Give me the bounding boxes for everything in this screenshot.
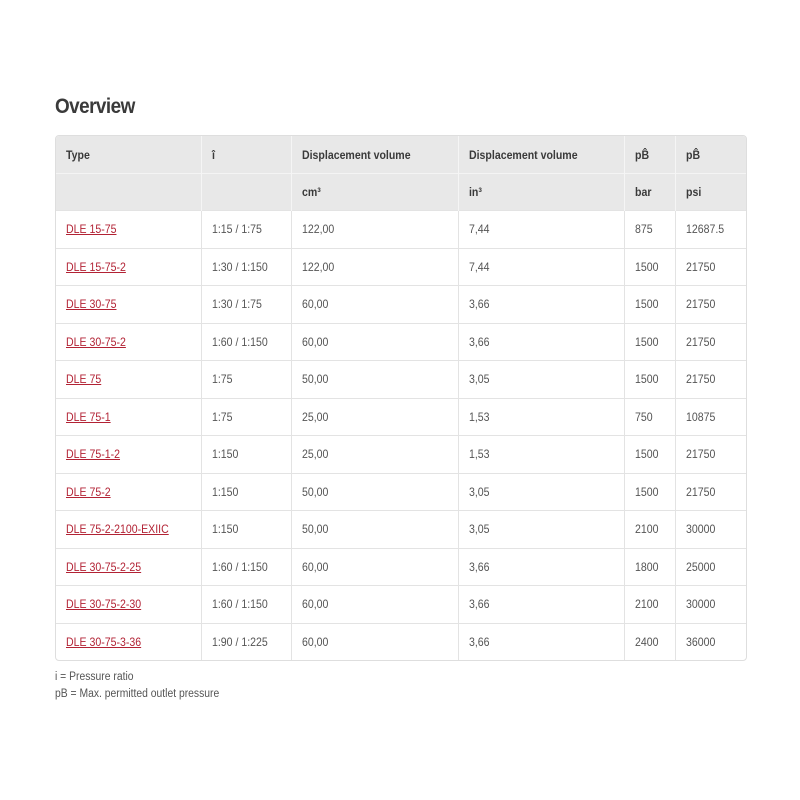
cell-pb-psi	[675, 286, 746, 324]
cell-value: 1:150	[211, 522, 238, 537]
cell-pressure-ratio	[201, 548, 291, 586]
type-link[interactable]: DLE 15-75-2	[66, 259, 126, 274]
cell-value: 1:75	[211, 409, 233, 424]
cell-type	[56, 586, 201, 624]
cell-pb-bar	[624, 511, 675, 549]
cell-displacement-in3	[458, 323, 624, 361]
cell-pressure-ratio	[201, 398, 291, 436]
cell-value: 2100	[634, 522, 658, 537]
cell-displacement-cm3	[291, 548, 458, 586]
cell-type	[56, 398, 201, 436]
table-row	[56, 361, 746, 399]
cell-displacement-in3	[458, 623, 624, 660]
cell-pb-bar	[624, 286, 675, 324]
cell-pb-psi	[675, 586, 746, 624]
cell-value: 7,44	[468, 222, 490, 237]
table-row	[56, 323, 746, 361]
cell-type	[56, 623, 201, 660]
cell-value: 3,05	[468, 522, 490, 537]
cell-displacement-cm3	[291, 361, 458, 399]
cell-pressure-ratio	[201, 623, 291, 660]
cell-value: 60,00	[301, 634, 328, 649]
cell-displacement-cm3	[291, 473, 458, 511]
table-row	[56, 248, 746, 286]
type-link[interactable]: DLE 75-1	[66, 409, 111, 424]
cell-value: 122,00	[301, 259, 334, 274]
cell-type	[56, 286, 201, 324]
cell-pressure-ratio	[201, 436, 291, 474]
table-row	[56, 511, 746, 549]
cell-value: 3,66	[468, 634, 490, 649]
unit-cm3: cm³	[291, 174, 458, 211]
cell-displacement-in3	[458, 511, 624, 549]
cell-value: 1:150	[211, 447, 238, 462]
cell-value: 1500	[634, 484, 658, 499]
cell-displacement-cm3	[291, 586, 458, 624]
cell-displacement-in3	[458, 586, 624, 624]
cell-value: 3,05	[468, 372, 490, 387]
cell-value: 1:15 / 1:75	[211, 222, 262, 237]
cell-displacement-cm3	[291, 323, 458, 361]
cell-displacement-cm3	[291, 248, 458, 286]
page-title: Overview	[55, 95, 135, 118]
legend	[55, 669, 238, 703]
cell-pb-psi	[675, 398, 746, 436]
cell-value: 1:30 / 1:150	[211, 259, 268, 274]
cell-value: 30000	[685, 522, 715, 537]
cell-value: 25,00	[301, 447, 328, 462]
cell-pb-psi	[675, 511, 746, 549]
cell-pressure-ratio	[201, 323, 291, 361]
cell-displacement-in3	[458, 248, 624, 286]
table-row	[56, 211, 746, 249]
table-header	[56, 136, 746, 211]
type-link[interactable]: DLE 75-2	[66, 484, 111, 499]
table-row	[56, 286, 746, 324]
cell-pb-bar	[624, 361, 675, 399]
cell-displacement-in3	[458, 548, 624, 586]
header-displacement-in3: Displacement volume	[458, 136, 624, 174]
cell-pressure-ratio	[201, 286, 291, 324]
type-link[interactable]: DLE 30-75-2-30	[66, 597, 142, 612]
overview-table-container	[55, 135, 747, 661]
cell-value: 1800	[634, 559, 658, 574]
cell-value: 21750	[685, 259, 715, 274]
cell-displacement-cm3	[291, 211, 458, 249]
cell-value: 21750	[685, 447, 715, 462]
cell-value: 60,00	[301, 597, 328, 612]
cell-pb-bar	[624, 548, 675, 586]
cell-pb-bar	[624, 398, 675, 436]
cell-pb-psi	[675, 323, 746, 361]
table-row	[56, 436, 746, 474]
header-pb-bar: pB̂	[624, 136, 675, 174]
type-link[interactable]: DLE 30-75	[66, 297, 117, 312]
cell-pressure-ratio	[201, 248, 291, 286]
cell-pb-bar	[624, 211, 675, 249]
cell-value: 1:90 / 1:225	[211, 634, 268, 649]
cell-displacement-cm3	[291, 511, 458, 549]
cell-value: 3,05	[468, 484, 490, 499]
cell-value: 10875	[685, 409, 715, 424]
cell-type	[56, 436, 201, 474]
table-row	[56, 473, 746, 511]
cell-pb-bar	[624, 436, 675, 474]
cell-value: 1500	[634, 372, 658, 387]
cell-value: 21750	[685, 372, 715, 387]
cell-value: 60,00	[301, 559, 328, 574]
unit-row	[56, 174, 746, 211]
legend-outlet-pressure: pB = Max. permitted outlet pressure	[55, 688, 220, 700]
cell-pb-bar	[624, 586, 675, 624]
cell-value: 21750	[685, 334, 715, 349]
cell-displacement-in3	[458, 361, 624, 399]
cell-pb-psi	[675, 473, 746, 511]
header-displacement-cm3: Displacement volume	[291, 136, 458, 174]
header-pressure-ratio: î	[201, 136, 291, 174]
cell-type	[56, 361, 201, 399]
cell-value: 21750	[685, 297, 715, 312]
cell-value: 1500	[634, 259, 658, 274]
cell-pb-bar	[624, 473, 675, 511]
cell-value: 1:150	[211, 484, 238, 499]
cell-pb-psi	[675, 211, 746, 249]
cell-displacement-cm3	[291, 623, 458, 660]
unit-bar: bar	[624, 174, 675, 211]
cell-pb-psi	[675, 361, 746, 399]
cell-displacement-in3	[458, 211, 624, 249]
cell-value: 25000	[685, 559, 715, 574]
cell-value: 7,44	[468, 259, 490, 274]
cell-displacement-cm3	[291, 398, 458, 436]
cell-pressure-ratio	[201, 586, 291, 624]
cell-value: 21750	[685, 484, 715, 499]
table-row	[56, 586, 746, 624]
cell-value: 1:60 / 1:150	[211, 559, 268, 574]
table-row	[56, 623, 746, 660]
cell-value: 30000	[685, 597, 715, 612]
cell-value: 36000	[685, 634, 715, 649]
cell-value: 122,00	[301, 222, 334, 237]
cell-displacement-cm3	[291, 286, 458, 324]
unit-type	[56, 174, 201, 211]
table-row	[56, 548, 746, 586]
cell-value: 3,66	[468, 334, 490, 349]
cell-value: 1,53	[468, 447, 490, 462]
cell-value: 50,00	[301, 522, 328, 537]
table-body	[56, 211, 746, 661]
cell-value: 1:30 / 1:75	[211, 297, 262, 312]
legend-pressure-ratio: i = Pressure ratio	[55, 671, 134, 683]
cell-value: 50,00	[301, 484, 328, 499]
cell-value: 1500	[634, 447, 658, 462]
cell-value: 750	[634, 409, 653, 424]
cell-value: 1:60 / 1:150	[211, 334, 268, 349]
cell-value: 3,66	[468, 597, 490, 612]
cell-value: 50,00	[301, 372, 328, 387]
unit-pressure-ratio	[201, 174, 291, 211]
unit-psi: psi	[675, 174, 746, 211]
header-row	[56, 136, 746, 174]
cell-pb-psi	[675, 436, 746, 474]
cell-pressure-ratio	[201, 211, 291, 249]
header-pb-psi: pB̂	[685, 147, 700, 162]
type-link[interactable]: DLE 30-75-2	[66, 334, 126, 349]
cell-displacement-in3	[458, 473, 624, 511]
header-type: Type	[56, 136, 201, 174]
cell-value: 2400	[634, 634, 658, 649]
type-link[interactable]: DLE 30-75-3-36	[66, 634, 142, 649]
cell-type	[56, 511, 201, 549]
cell-value: 1500	[634, 297, 658, 312]
overview-table	[56, 136, 746, 660]
type-link[interactable]: DLE 75	[66, 372, 102, 387]
cell-value: 2100	[634, 597, 658, 612]
table-row	[56, 398, 746, 436]
cell-pb-psi	[675, 548, 746, 586]
type-link[interactable]: DLE 15-75	[66, 222, 117, 237]
cell-value: 875	[634, 222, 653, 237]
unit-in3: in³	[458, 174, 624, 211]
cell-value: 1:75	[211, 372, 233, 387]
cell-value: 60,00	[301, 334, 328, 349]
cell-value: 3,66	[468, 559, 490, 574]
cell-pb-psi	[675, 248, 746, 286]
cell-pb-bar	[624, 323, 675, 361]
cell-value: 3,66	[468, 297, 490, 312]
cell-type	[56, 211, 201, 249]
cell-pb-bar	[624, 623, 675, 660]
cell-pb-psi	[675, 623, 746, 660]
type-link[interactable]: DLE 75-1-2	[66, 447, 121, 462]
cell-type	[56, 323, 201, 361]
cell-pressure-ratio	[201, 473, 291, 511]
cell-displacement-in3	[458, 286, 624, 324]
cell-displacement-in3	[458, 398, 624, 436]
cell-displacement-cm3	[291, 436, 458, 474]
cell-type	[56, 548, 201, 586]
cell-value: 25,00	[301, 409, 328, 424]
cell-value: 60,00	[301, 297, 328, 312]
type-link[interactable]: DLE 30-75-2-25	[66, 559, 142, 574]
cell-value: 1500	[634, 334, 658, 349]
cell-pressure-ratio	[201, 361, 291, 399]
cell-type	[56, 473, 201, 511]
cell-value: 1:60 / 1:150	[211, 597, 268, 612]
cell-value: 12687.5	[685, 222, 724, 237]
cell-value: 1,53	[468, 409, 490, 424]
type-link[interactable]: DLE 75-2-2100-EXIIC	[66, 522, 169, 537]
cell-displacement-in3	[458, 436, 624, 474]
cell-pb-bar	[624, 248, 675, 286]
cell-pressure-ratio	[201, 511, 291, 549]
cell-type	[56, 248, 201, 286]
